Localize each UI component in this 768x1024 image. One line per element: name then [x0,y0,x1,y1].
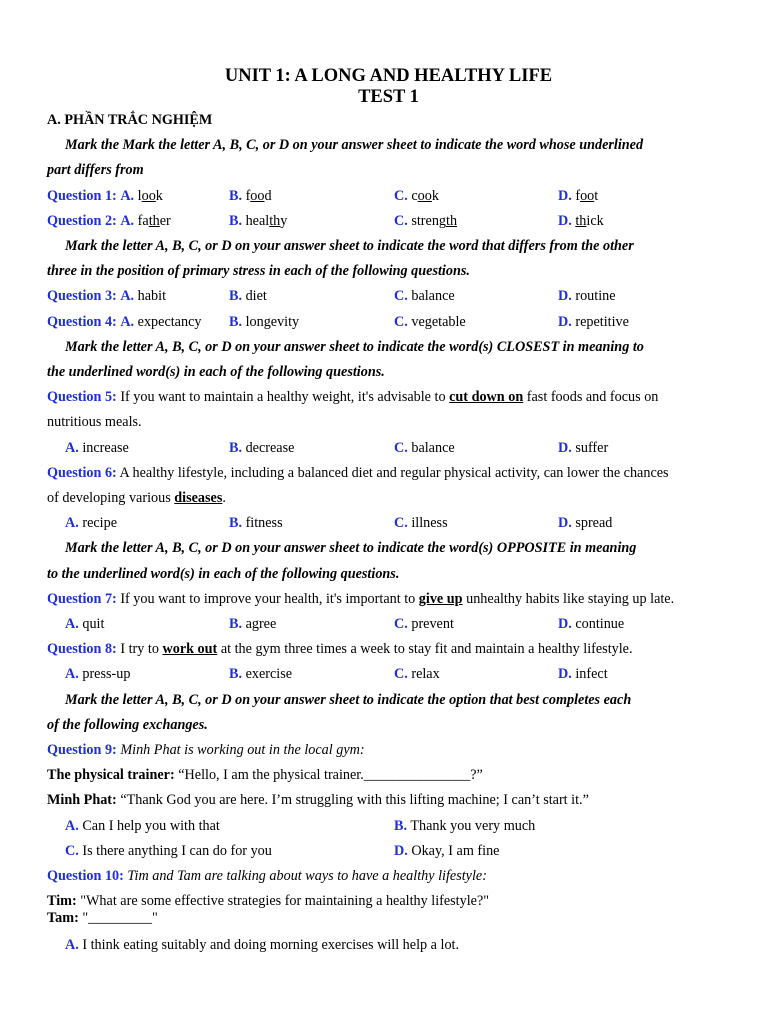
section-heading: A. PHẦN TRẮC NGHIỆM [47,112,213,128]
q7-option-d[interactable]: D. continue [558,616,625,633]
q2-option-d[interactable]: D. thick [558,212,604,229]
question-7-options [47,612,730,637]
q8-option-b[interactable]: B. exercise [229,666,293,683]
q5-option-c[interactable]: C. balance [394,439,455,456]
q3-option-c[interactable]: C. balance [394,288,455,305]
q5-option-d[interactable]: D. suffer [558,439,609,456]
q4-option-c[interactable]: C. vegetable [394,313,466,330]
q7-option-a[interactable]: A. quit [65,616,105,633]
q4-option-d[interactable]: D. repetitive [558,313,629,330]
q8-option-c[interactable]: C. relax [394,666,440,683]
q9-option-d[interactable]: D. Okay, I am fine [394,842,500,859]
q8-option-d[interactable]: D. infect [558,666,608,683]
q9-option-a[interactable]: A. Can I help you with that [65,817,220,834]
q3-option-a[interactable]: Question 3: A. habit [47,288,167,305]
question-4 [47,310,730,335]
q1-option-d[interactable]: D. foot [558,187,599,204]
q8-option-a[interactable]: A. press-up [65,666,131,683]
q3-option-b[interactable]: B. diet [229,288,267,305]
instruction-closest: Mark the letter A, B, C, or D on your answer sheet to indicate the word(s) CLOSEST in meaning to [65,338,644,355]
q1-option-a[interactable]: Question 1: A. look [47,187,163,204]
question-8-stem: Question 8: I try to work out at the gym three times a week to stay fit and maintain a healthy lifestyle. [47,641,633,658]
question-5-stem: Question 5: If you want to maintain a healthy weight, it's advisable to cut down on fast foods and focus on [47,389,659,406]
question-1 [47,184,730,209]
q5-option-b[interactable]: B. decrease [229,439,295,456]
title-test: TEST 1 [358,87,419,107]
q1-option-c[interactable]: C. cook [394,187,439,204]
q2-option-b[interactable]: B. healthy [229,212,288,229]
q5-option-a[interactable]: A. increase [65,439,129,456]
q6-option-b[interactable]: B. fitness [229,515,283,532]
q4-option-b[interactable]: B. longevity [229,313,300,330]
q1-option-b[interactable]: B. food [229,187,272,204]
q9-option-b[interactable]: B. Thank you very much [394,817,536,834]
question-3 [47,284,730,309]
q10-option-a[interactable]: A. I think eating suitably and doing morning exercises will help a lot. [65,937,460,954]
q2-option-c[interactable]: C. strength [394,212,458,229]
question-2 [47,209,730,234]
instruction-opposite-cont: to the underlined word(s) in each of the following questions. [47,565,400,582]
question-5-options [47,436,730,461]
question-5-stem-cont: nutritious meals. [47,414,142,431]
question-7-stem: Question 7: If you want to improve your health, it's important to give up unhealthy habits like staying up late. [47,590,675,607]
question-6-stem: Question 6: A healthy lifestyle, including a balanced diet and regular physical activity, can lower the chances [47,464,669,481]
instruction-exchange: Mark the letter A, B, C, or D on your answer sheet to indicate the option that best completes each [65,691,632,708]
question-8-options [47,662,730,687]
instruction-pronunciation-cont: part differs from [47,162,144,179]
instruction-stress: Mark the letter A, B, C, or D on your answer sheet to indicate the word that differs from the other [65,238,634,255]
q3-option-d[interactable]: D. routine [558,288,616,305]
question-9-context: Question 9: Minh Phat is working out in the local gym: [47,742,365,759]
q4-option-a[interactable]: Question 4: A. expectancy [47,313,202,330]
q9-option-c[interactable]: C. Is there anything I can do for you [65,842,272,859]
question-9-dialogue-2: Minh Phat: “Thank God you are here. I’m struggling with this lifting machine; I can’t start it.” [47,792,589,809]
instruction-pronunciation: Mark the Mark the letter A, B, C, or D on your answer sheet to indicate the word whose underlined [65,137,644,154]
q6-option-a[interactable]: A. recipe [65,515,117,532]
instruction-closest-cont: the underlined word(s) in each of the following questions. [47,364,385,381]
title-unit: UNIT 1: A LONG AND HEALTHY LIFE [224,66,553,86]
question-6-options [47,511,730,536]
question-10-dialogue-2: Tam: "_________" [47,910,158,927]
question-9-options-row-2 [47,839,730,864]
q6-option-d[interactable]: D. spread [558,515,613,532]
q7-option-c[interactable]: C. prevent [394,616,454,633]
instruction-opposite: Mark the letter A, B, C, or D on your answer sheet to indicate the word(s) OPPOSITE in meaning [65,540,637,557]
question-10-dialogue-1: Tim: "What are some effective strategies for maintaining a healthy lifestyle?" [47,893,490,910]
q7-option-b[interactable]: B. agree [229,616,277,633]
question-10-context: Question 10: Tim and Tam are talking about ways to have a healthy lifestyle: [47,868,487,885]
question-9-dialogue-1: The physical trainer: “Hello, I am the physical trainer._______________?” [47,767,483,784]
question-6-stem-cont: of developing various diseases. [47,490,226,507]
question-9-options-row-1 [47,814,730,839]
instruction-exchange-cont: of the following exchanges. [47,716,208,733]
q6-option-c[interactable]: C. illness [394,515,448,532]
instruction-stress-cont: three in the position of primary stress in each of the following questions. [47,263,470,280]
q2-option-a[interactable]: Question 2: A. father [47,212,171,229]
